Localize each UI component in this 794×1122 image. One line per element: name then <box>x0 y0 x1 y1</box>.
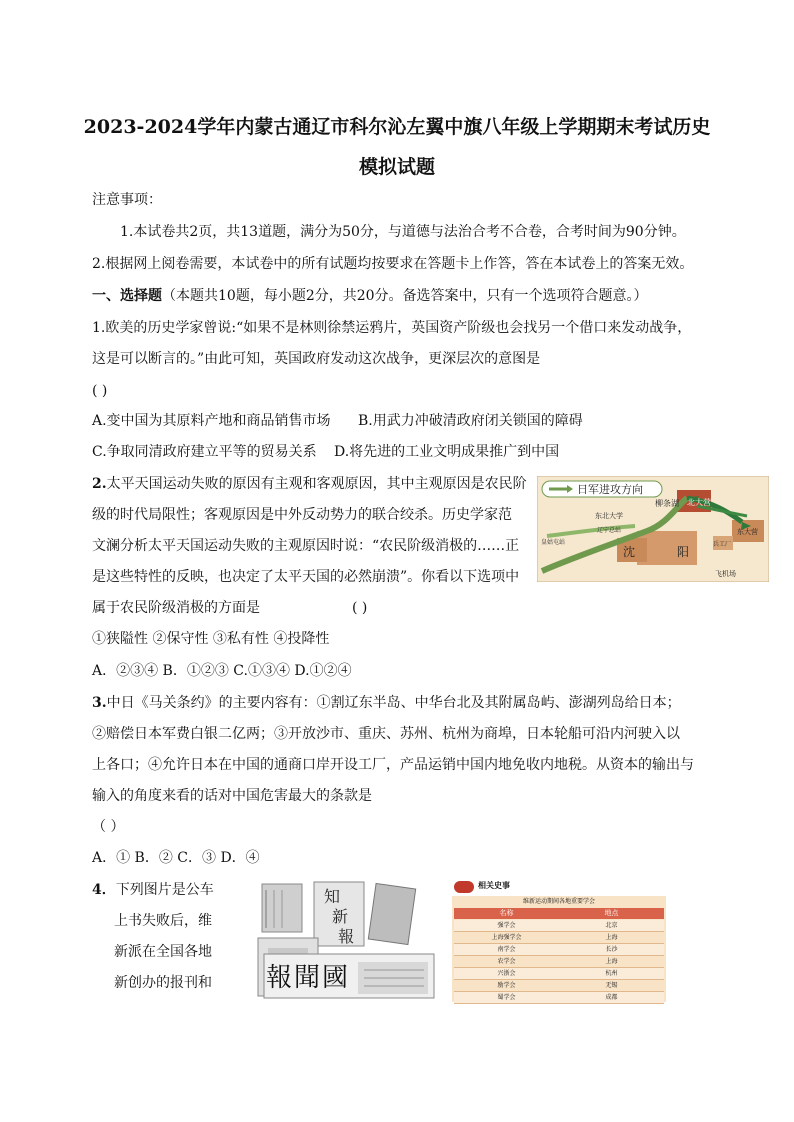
table-cell-location: 无锡 <box>605 982 618 989</box>
q2-answer-paren: ( ) <box>352 600 368 616</box>
table-row <box>454 932 664 944</box>
related-events-header <box>452 880 666 894</box>
q1-line2: 这是可以断言的。”由此可知，英国政府发动这次战争，更深层次的意图是 <box>92 351 541 367</box>
q3-line2: ②赔偿日本军费白银二亿两；③开放沙市、重庆、苏州、杭州为商埠，日本轮船可沿内河驶入以 <box>92 726 680 742</box>
q2-line1-text: 太平天国运动失败的原因有主观和客观原因，其中主观原因是农民阶 <box>106 476 527 492</box>
table-row <box>454 980 664 992</box>
table-row <box>454 920 664 932</box>
map-label-dongdaying: 东大营 <box>737 528 758 536</box>
table-cell-location: 杭州 <box>605 970 618 977</box>
q3-line1-text: 中日《马关条约》的主要内容有：①割辽东半岛、中华台北及其附属岛屿、澎湖列岛给日本； <box>106 695 681 711</box>
table-cell-location: 上海 <box>605 934 618 941</box>
q2-items: ①狭隘性 ②保守性 ③私有性 ④投降性 <box>92 631 330 647</box>
newspaper-char-zhi: 知 <box>324 887 341 906</box>
notice-1: 1.本试卷共2页，共13道题，满分为50分，与道德与法治合考不合卷，合考时间为90分钟。 <box>120 224 686 240</box>
section-header <box>92 286 648 306</box>
table-col-name: 名称 <box>499 909 514 917</box>
notice-2: 2.根据网上阅卷需要，本试卷中的所有试题均按要求在答题卡上作答，答在本试卷上的答案无效。 <box>92 256 694 272</box>
document-title-line2: 模拟试题 <box>358 156 435 178</box>
section-description: （本题共10题，每小题2分，共20分。备选答案中，只有一个选项符合题意。） <box>162 288 648 304</box>
related-events-logo <box>454 881 474 893</box>
newspapers-figure <box>234 878 436 1002</box>
map-label-dongbei-university: 东北大学 <box>595 512 623 520</box>
q3-line1 <box>92 693 681 713</box>
q1-line1: 1.欧美的历史学家曾说:“如果不是林则徐禁运鸦片，英国资产阶级也会找另一个借口来发动战争， <box>92 320 692 336</box>
q4-line1-text: 下列图片是公车 <box>115 882 214 898</box>
q2-line3: 文澜分析太平天国运动失败的主观原因时说：“农民阶级消极的……正 <box>92 538 520 554</box>
table-row <box>454 956 664 968</box>
shenyang-map-figure <box>537 476 769 582</box>
related-events-panel <box>452 896 666 1002</box>
q2-line4: 是这些特性的反映，也决定了太平天国的必然崩溃”。你看以下选项中 <box>92 569 520 585</box>
q1-answer-paren: ( ) <box>92 383 108 399</box>
q3-options: A．① B．② C．③ D．④ <box>92 850 260 866</box>
table-cell-location: 北京 <box>605 922 618 929</box>
map-header-label: 日军进攻方向 <box>577 483 643 496</box>
newspapers-graphic <box>234 878 436 1002</box>
table-cell-name: 蜀学会 <box>497 994 516 1001</box>
newspaper-char-wen: 聞 <box>294 963 321 993</box>
q4-line4: 新创办的报刊和 <box>114 975 212 991</box>
table-caption: 维新运动期间各地重要学会 <box>522 898 595 905</box>
q3-answer-paren: （ ） <box>92 819 125 835</box>
related-events-title: 相关史事 <box>478 881 510 890</box>
table-cell-location: 上海 <box>605 958 618 965</box>
table-cell-name: 农学会 <box>497 958 516 965</box>
q4-line1 <box>92 880 214 900</box>
section-title: 一、选择题 <box>92 288 162 304</box>
table-cell-name: 励学会 <box>497 982 516 989</box>
q4-line3: 新派在全国各地 <box>114 944 212 960</box>
map-label-liutiaohu: 柳条湖 <box>655 499 679 508</box>
document-title-line1: 2023-2024学年内蒙古通辽市科尔沁左翼中旗八年级上学期期末考试历史 <box>83 116 711 138</box>
q2-line2: 级的时代局限性；客观原因是中外反动势力的联合绞杀。历史学家范 <box>92 507 512 523</box>
q2-line5: 属于农民阶级消极的方面是 <box>92 600 260 616</box>
newspaper-char-xin: 新 <box>332 907 349 926</box>
map-label-huanggutun: 皇姑屯站 <box>541 539 566 546</box>
newspaper-char-bao2: 報 <box>266 963 293 993</box>
q2-number: 2. <box>92 476 107 492</box>
table-body <box>454 920 664 1004</box>
map-label-arsenal: 兵工厂 <box>713 541 732 548</box>
newspaper-char-bao: 報 <box>338 927 355 946</box>
table-cell-name: 兴浙会 <box>497 970 516 977</box>
table-row <box>454 944 664 956</box>
map-graphic <box>537 476 769 582</box>
table-row <box>454 968 664 980</box>
table-cell-name: 南学会 <box>497 946 516 953</box>
q1-option-a: A.变中国为其原料产地和商品销售市场 <box>92 413 331 429</box>
related-events-figure <box>452 880 666 1002</box>
table-col-location: 地点 <box>604 909 619 917</box>
q3-line3: 上各口；④允许日本在中国的通商口岸开设工厂，产品运销中国内地免收内地税。从资本的输出与 <box>92 757 694 773</box>
table-row <box>454 992 664 1004</box>
q3-line4: 输入的角度来看的话对中国危害最大的条款是 <box>92 788 372 804</box>
q3-number: 3. <box>92 695 107 711</box>
q2-line1 <box>92 474 527 494</box>
q1-option-d: D.将先进的工业文明成果推广到中国 <box>334 444 560 460</box>
map-label-beidaying: 北大营 <box>687 498 711 507</box>
map-label-liaoning-station: 辽宁总站 <box>597 527 622 534</box>
table-cell-name: 上海强学会 <box>491 934 522 941</box>
notice-heading: 注意事项： <box>92 192 162 208</box>
table-cell-location: 成都 <box>605 994 618 1001</box>
table-cell-location: 长沙 <box>605 946 618 953</box>
table-cell-name: 强学会 <box>497 922 516 929</box>
newspaper-char-guo: 國 <box>322 963 349 993</box>
q2-options: A．②③④ B．①②③ C.①③④ D.①②④ <box>92 663 352 679</box>
map-label-shen: 沈 <box>623 545 636 559</box>
map-label-airport: 飞机场 <box>715 570 736 578</box>
map-label-yang: 阳 <box>677 545 690 559</box>
q1-option-b: B.用武力冲破清政府闭关锁国的障碍 <box>358 413 583 429</box>
q1-option-c: C.争取同清政府建立平等的贸易关系 <box>92 444 317 460</box>
table-header-row <box>454 908 664 919</box>
q4-number: 4． <box>92 882 116 898</box>
q4-line2: 上书失败后，维 <box>114 913 212 929</box>
